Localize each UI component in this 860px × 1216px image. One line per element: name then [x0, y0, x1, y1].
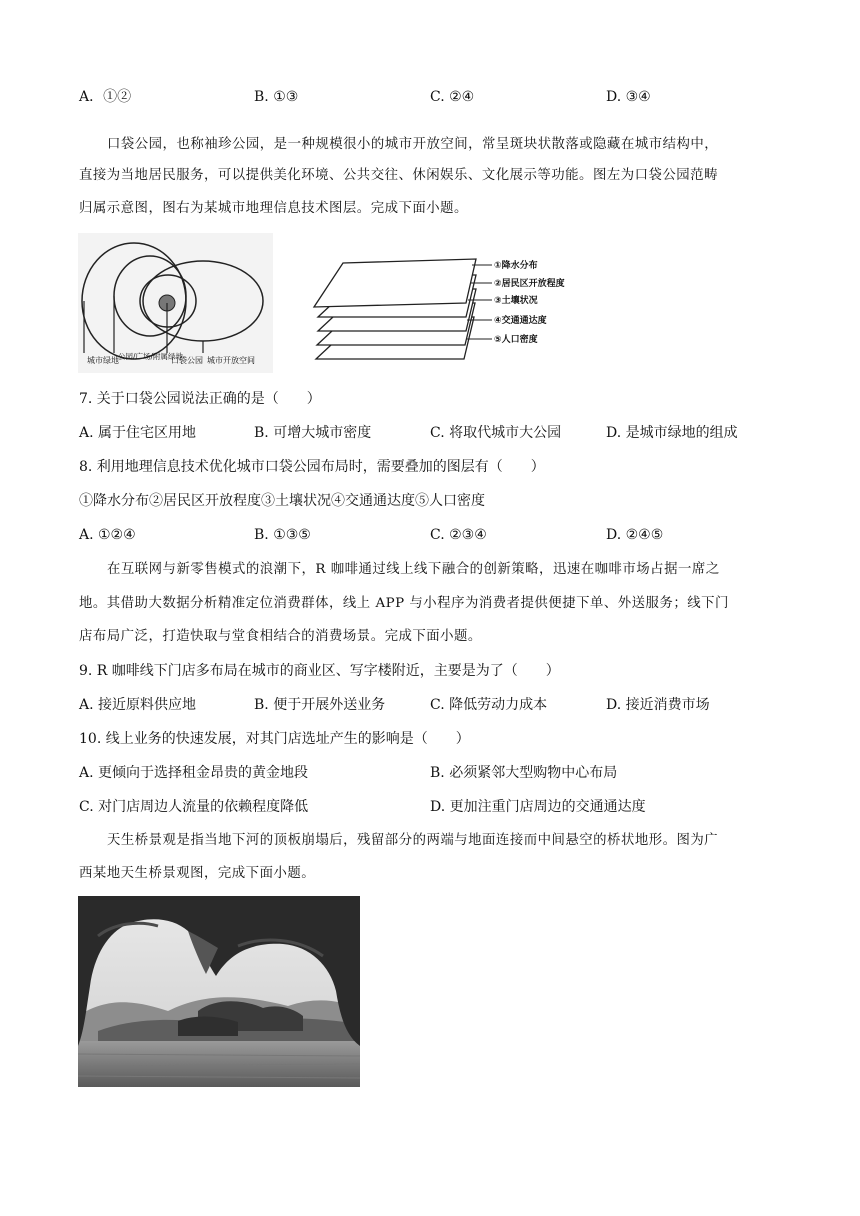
layer-label-3: ③土壤状况 — [494, 296, 538, 306]
q10-option-a: A. 更倾向于选择租金昂贵的黄金地段 — [79, 765, 309, 781]
label-pocket-park: 口袋公园 — [171, 356, 203, 365]
q9-option-c: C. 降低劳动力成本 — [430, 697, 548, 713]
q6-option-a: A．①② — [79, 89, 132, 105]
q8-stem: 8. 利用地理信息技术优化城市口袋公园布局时，需要叠加的图层有（ ） — [79, 459, 545, 475]
q6-option-d: D. ③④ — [606, 89, 651, 105]
layer-1 — [314, 259, 476, 307]
q10-option-b: B. 必须紧邻大型购物中心布局 — [430, 765, 618, 781]
q8-items: ①降水分布②居民区开放程度③土壤状况④交通通达度⑤人口密度 — [79, 493, 485, 509]
label-urban-green: 城市绿地 — [87, 356, 119, 365]
label-open-space: 城市开放空间 — [207, 356, 255, 365]
passage2-line-2: 地。其借助大数据分析精准定位消费群体，线上 APP 与小程序为消费者提供便捷下单、外送服务；线下门 — [79, 596, 729, 611]
q9-option-a: A. 接近原料供应地 — [79, 697, 197, 713]
q8-option-b: B. ①③⑤ — [254, 527, 311, 543]
label-park-plaza: 公园/广场/附属绿地 — [118, 352, 184, 361]
gis-layers — [314, 259, 476, 359]
figure-pocket-park — [78, 233, 590, 373]
figure-pocket-park-svg — [78, 233, 590, 373]
q6-option-b: B. ①③ — [254, 89, 299, 105]
q10-stem: 10. 线上业务的快速发展，对其门店选址产生的影响是（ ） — [79, 731, 470, 747]
q8-option-d: D. ②④⑤ — [606, 527, 664, 543]
passage2-line-3: 店布局广泛，打造快取与堂食相结合的消费场景。完成下面小题。 — [79, 629, 482, 644]
q9-stem: 9. R 咖啡线下门店多布局在城市的商业区、写字楼附近，主要是为了（ ） — [79, 663, 560, 679]
passage2-line-1: 在互联网与新零售模式的浪潮下，R 咖啡通过线上线下融合的创新策略，迅速在咖啡市场占据一席之 — [107, 562, 720, 577]
q8-option-c: C. ②③④ — [430, 527, 487, 543]
passage1-line-2: 直接为当地居民服务，可以提供美化环境、公共交往、休闲娱乐、文化展示等功能。图左为口袋公园范畴 — [79, 168, 718, 183]
layer-label-5: ⑤人口密度 — [494, 335, 538, 345]
natural-bridge-photo — [78, 896, 360, 1087]
layer-label-4: ④交通通达度 — [494, 316, 547, 326]
layer-label-2: ②居民区开放程度 — [494, 279, 565, 289]
q7-stem: 7. 关于口袋公园说法正确的是（ ） — [79, 391, 321, 407]
layer-label-1: ①降水分布 — [494, 261, 538, 271]
q8-option-a: A. ①②④ — [79, 527, 136, 543]
q7-option-c: C. 将取代城市大公园 — [430, 425, 562, 441]
q7-option-d: D. 是城市绿地的组成 — [606, 425, 738, 441]
passage3-line-1: 天生桥景观是指当地下河的顶板崩塌后，残留部分的两端与地面连接而中间悬空的桥状地形。图为广 — [107, 833, 719, 848]
q6-option-c: C. ②④ — [430, 89, 475, 105]
q10-option-d: D. 更加注重门店周边的交通通达度 — [430, 799, 646, 815]
passage3-line-2: 西某地天生桥景观图，完成下面小题。 — [79, 866, 316, 881]
q7-option-a: A. 属于住宅区用地 — [79, 425, 197, 441]
q7-option-b: B. 可增大城市密度 — [254, 425, 372, 441]
q10-option-c: C. 对门店周边人流量的依赖程度降低 — [79, 799, 309, 815]
natural-bridge-photo-svg — [78, 896, 360, 1087]
passage1-line-1: 口袋公园，也称袖珍公园，是一种规模很小的城市开放空间，常呈斑块状散落或隐藏在城市结构中， — [107, 137, 719, 152]
q9-option-b: B. 便于开展外送业务 — [254, 697, 386, 713]
q9-option-d: D. 接近消费市场 — [606, 697, 710, 713]
passage1-line-3: 归属示意图，图右为某城市地理信息技术图层。完成下面小题。 — [79, 201, 468, 216]
